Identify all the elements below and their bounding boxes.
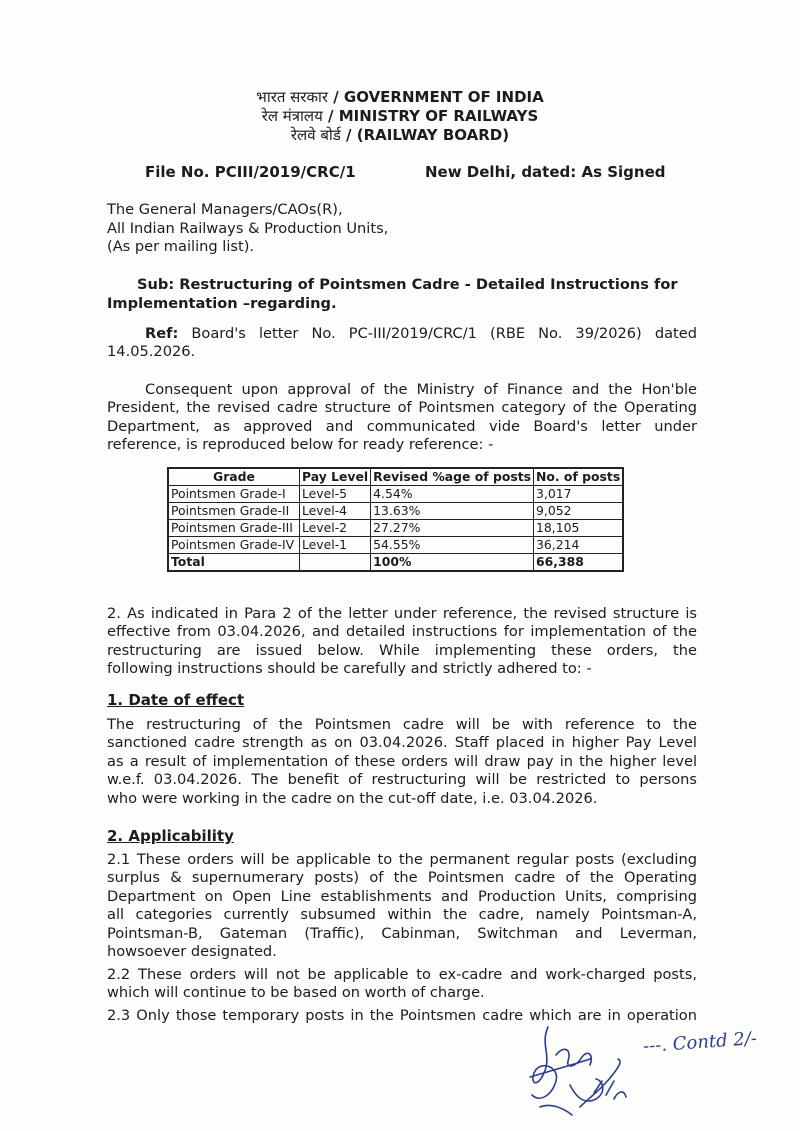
section-2-heading: 2. Applicability [107, 827, 234, 845]
column-header: Revised %age of posts [371, 468, 534, 486]
table-cell: Pointsmen Grade-II [168, 503, 300, 520]
paragraph-line: following instructions should be carefully and strictly adhered to: - [107, 660, 592, 678]
header-hindi-2: रेल मंत्रालय [261, 107, 323, 125]
contd-note: ---. Contd 2/- [642, 1028, 758, 1057]
paragraph-line: surplus & supernumerary posts) of the Pointsmen cadre of the Operating [107, 869, 697, 887]
paragraph-line: as a result of implementation of these orders will draw pay in the higher level [107, 752, 697, 770]
paragraph-line: 2.2 These orders will not be applicable to ex-cadre and work-charged posts, [107, 966, 697, 983]
file-number: File No. PCIII/2019/CRC/1 [145, 163, 356, 181]
table-cell: 54.55% [371, 537, 534, 554]
table-cell: Pointsmen Grade-I [168, 486, 300, 503]
paragraph-line: sanctioned cadre strength as on 03.04.2026. Staff placed in higher Pay Level [107, 734, 697, 752]
header-hindi-3: रेलवे बोर्ड [290, 126, 341, 144]
reference-block [107, 325, 697, 362]
table-row [168, 486, 623, 503]
table-total-row [168, 554, 623, 572]
subject-block [107, 275, 697, 313]
paragraph-line: w.e.f. 03.04.2026. The benefit of restructuring will be restricted to persons [107, 771, 697, 789]
header-line-3 [0, 126, 800, 145]
paragraph-line: The restructuring of the Pointsmen cadre will be with reference to the [107, 716, 697, 733]
reference-line-2: 14.05.2026. [107, 343, 196, 361]
table-cell: 27.27% [371, 520, 534, 537]
addressee-line: All Indian Railways & Production Units, [107, 219, 389, 237]
paragraph-line: Department, as approved and communicated vide Board's letter under [107, 417, 697, 435]
table-cell: 4.54% [371, 486, 534, 503]
header-line-2 [0, 107, 800, 126]
header-line-1 [0, 88, 800, 107]
table-row [168, 520, 623, 537]
paragraph-line: which will continue to be based on worth of charge. [107, 984, 485, 1002]
addressee-line: (As per mailing list). [107, 238, 255, 256]
table-cell [300, 554, 371, 572]
cadre-structure-table [167, 467, 624, 572]
column-header: Pay Level [300, 468, 371, 486]
table-row [168, 503, 623, 520]
subject-line-1: Sub: Restructuring of Pointsmen Cadre - Detailed Instructions for [137, 276, 678, 293]
section-1-heading: 1. Date of effect [107, 691, 245, 709]
paragraph-line: all categories currently subsumed within the cadre, namely Pointsman-A, [107, 906, 697, 924]
table-cell: 9,052 [534, 503, 624, 520]
reference-line-1 [107, 325, 697, 343]
table-cell: Level-2 [300, 520, 371, 537]
subject-line-2: Implementation –regarding. [107, 295, 337, 312]
paragraph-2 [107, 605, 697, 679]
reference-text: Board's letter No. PC-III/2019/CRC/1 (RBE No. 39/2026) dated [178, 325, 697, 342]
table-row [168, 537, 623, 554]
table-cell: Level-1 [300, 537, 371, 554]
paragraph-consequent [107, 381, 697, 455]
table-cell: 36,214 [534, 537, 624, 554]
addressee-line: The General Managers/CAOs(R), [107, 201, 343, 218]
table-cell: Total [168, 554, 300, 572]
section-1-body [107, 716, 697, 808]
paragraph-line: who were working in the cadre on the cut-off date, i.e. 03.04.2026. [107, 789, 598, 807]
table-cell: Level-5 [300, 486, 371, 503]
table-cell: Level-4 [300, 503, 371, 520]
reference-label: Ref: [145, 325, 179, 342]
paragraph-line: 2.3 Only those temporary posts in the Pointsmen cadre which are in operation [107, 1007, 697, 1024]
paragraph-line: President, the revised cadre structure of Pointsmen category of the Operating [107, 399, 697, 417]
paragraph-line: 2. As indicated in Para 2 of the letter under reference, the revised structure is [107, 605, 697, 622]
header-hindi-1: भारत सरकार [256, 88, 328, 106]
table-cell: 66,388 [534, 554, 624, 572]
table-cell: 100% [371, 554, 534, 572]
header-english-2: / MINISTRY OF RAILWAYS [322, 107, 539, 125]
table-cell: 13.63% [371, 503, 534, 520]
column-header: No. of posts [534, 468, 624, 486]
paragraph-line: restructuring are issued below. While implementing these orders, the [107, 641, 697, 659]
table-header-row [168, 468, 623, 486]
header-english-1: / GOVERNMENT OF INDIA [327, 88, 544, 106]
table-cell: 3,017 [534, 486, 624, 503]
dated-line: New Delhi, dated: As Signed [425, 163, 666, 181]
section-2-2 [107, 966, 697, 1003]
header-english-3: / (RAILWAY BOARD) [340, 126, 510, 144]
paragraph-line: Department on Open Line establishments and Production Units, comprising [107, 887, 697, 905]
paragraph-line: reference, is reproduced below for ready reference: - [107, 436, 494, 454]
table-cell: Pointsmen Grade-III [168, 520, 300, 537]
paragraph-line: effective from 03.04.2026, and detailed instructions for implementation of the [107, 623, 697, 641]
addressee-block [107, 201, 388, 257]
table-cell: 18,105 [534, 520, 624, 537]
paragraph-line: howsoever designated. [107, 943, 277, 961]
section-2-1 [107, 851, 697, 961]
column-header: Grade [168, 468, 300, 486]
paragraph-line: 2.1 These orders will be applicable to the permanent regular posts (excluding [107, 851, 697, 868]
paragraph-line: Pointsman-B, Gateman (Traffic), Cabinman, Switchman and Leverman, [107, 924, 697, 942]
paragraph-line: Consequent upon approval of the Ministry of Finance and the Hon'ble [145, 381, 697, 398]
table-cell: Pointsmen Grade-IV [168, 537, 300, 554]
